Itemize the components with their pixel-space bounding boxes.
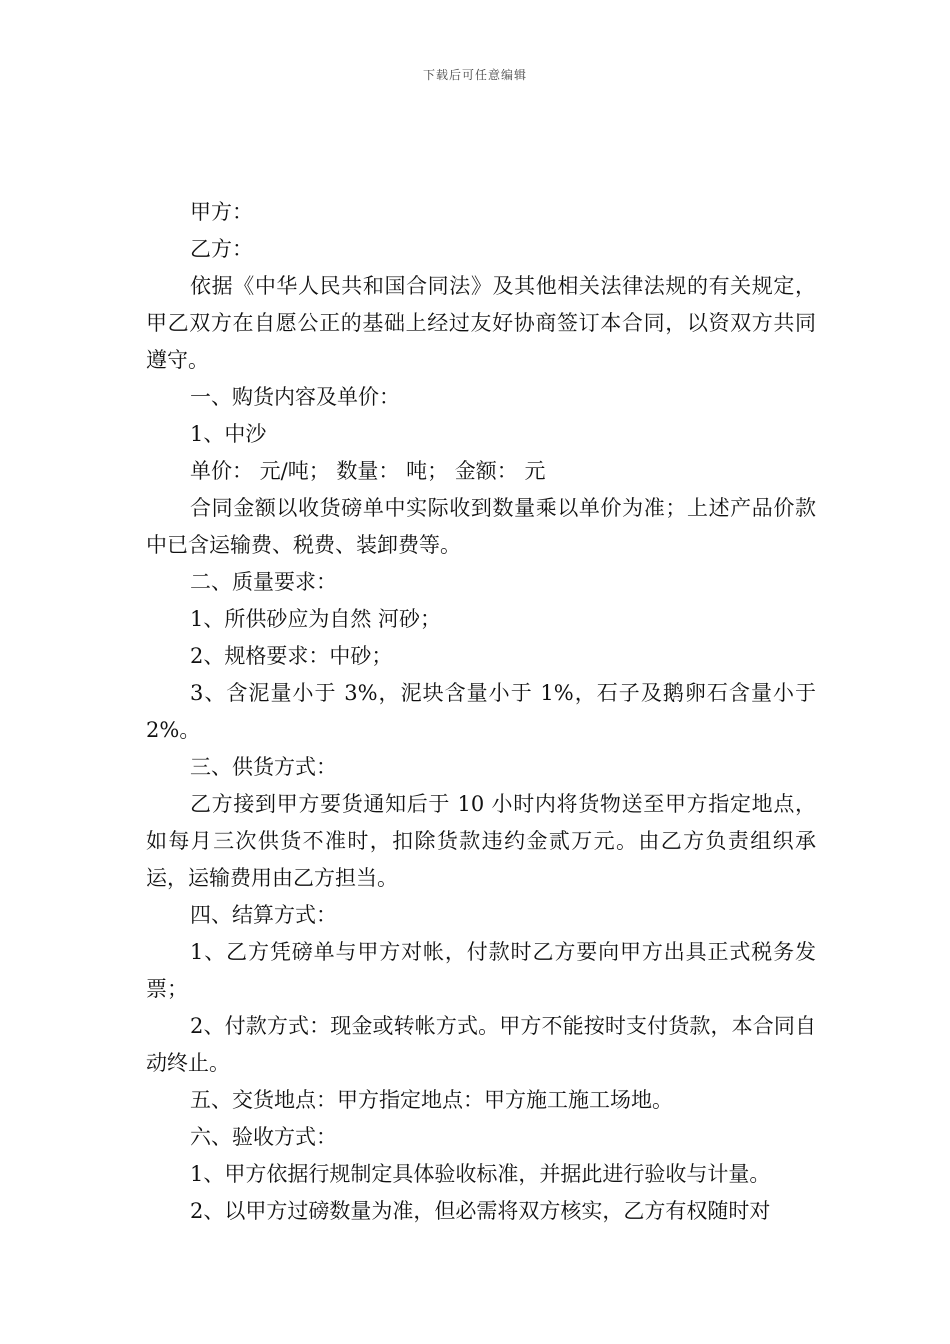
section-heading-settlement: 四、结算方式： — [190, 903, 337, 927]
quality-item-3: 3、含泥量小于 3%，泥块含量小于 1%，石子及鹅卵石含量小于 2%。 — [146, 681, 816, 742]
settlement-item-2: 2、付款方式：现金或转帐方式。甲方不能按时支付货款，本合同自动终止。 — [146, 1014, 816, 1075]
section-heading-goods: 一、购货内容及单价： — [190, 385, 400, 409]
contract-amount-paragraph: 合同金额以收货磅单中实际收到数量乘以单价为准；上述产品价款中已含运输费、税费、装卸费等。 — [146, 496, 816, 557]
section-heading-acceptance: 六、验收方式： — [190, 1125, 337, 1149]
section-heading-quality: 二、质量要求： — [190, 570, 337, 594]
party-a-line: 甲方： — [190, 200, 253, 224]
contract-body — [146, 194, 816, 1230]
quality-item-2: 2、规格要求：中砂； — [190, 644, 393, 668]
quality-item-1: 1、所供砂应为自然 河砂； — [190, 607, 442, 631]
supply-paragraph: 乙方接到甲方要货通知后于 10 小时内将货物送至甲方指定地点，如每月三次供货不准时，扣除货款违约金贰万元。由乙方负责组织承运，运输费用由乙方担当。 — [146, 792, 816, 890]
section-heading-delivery: 五、交货地点：甲方指定地点：甲方施工施工场地。 — [190, 1088, 673, 1112]
preamble-paragraph: 依据《中华人民共和国合同法》及其他相关法律法规的有关规定，甲乙双方在自愿公正的基础上经过友好协商签订本合同，以资双方共同遵守。 — [146, 274, 816, 372]
acceptance-item-1: 1、甲方依据行规制定具体验收标准，并据此进行验收与计量。 — [190, 1162, 771, 1186]
price-quantity-line: 单价： 元/吨； 数量： 吨； 金额： 元 — [190, 459, 546, 483]
acceptance-item-2: 2、以甲方过磅数量为准，但必需将双方核实，乙方有权随时对 — [190, 1199, 771, 1223]
settlement-item-1: 1、乙方凭磅单与甲方对帐，付款时乙方要向甲方出具正式税务发票； — [146, 940, 816, 1001]
party-b-line: 乙方： — [190, 237, 253, 261]
section-heading-supply: 三、供货方式： — [190, 755, 337, 779]
goods-item-1: 1、中沙 — [190, 422, 267, 446]
page-header-note: 下载后可任意编辑 — [422, 68, 527, 82]
